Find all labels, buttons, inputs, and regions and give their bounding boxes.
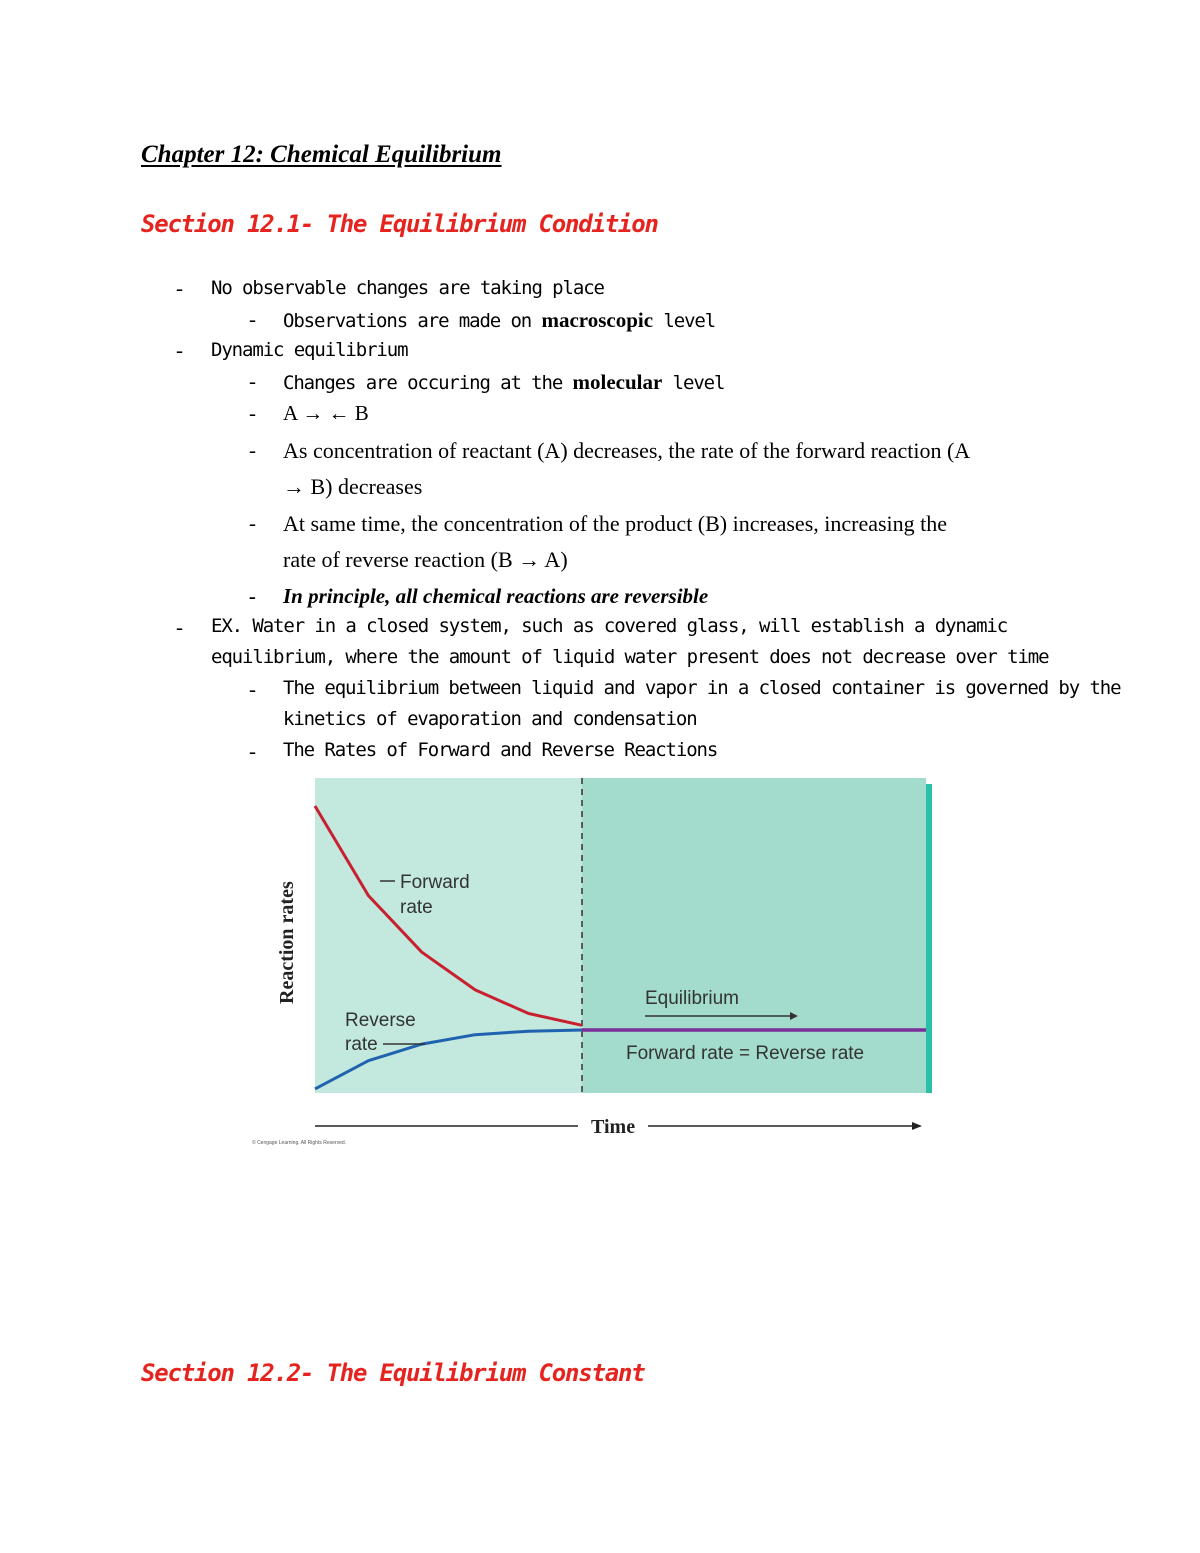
bullet-dash: - <box>249 511 256 535</box>
x-axis-label: Time <box>591 1116 636 1138</box>
bullet-liquid-vapor-line1: The equilibrium between liquid and vapor in a closed container is governed by the <box>283 677 1121 699</box>
bullet-text: Changes are occuring at the <box>283 372 573 394</box>
bullet-dash: - <box>249 307 256 331</box>
forward-rate-label: rate <box>400 897 433 918</box>
bullet-liquid-vapor-line2: kinetics of evaporation and condensation <box>283 708 697 730</box>
bullet-product-increases-line2: rate of reverse reaction (B → A) <box>283 547 568 572</box>
reaction-rates-figure <box>250 768 940 1148</box>
forward-rate-label: Forward <box>400 872 470 893</box>
equilibrium-label: Equilibrium <box>645 988 739 1009</box>
y-axis-label: Reaction rates <box>276 881 298 1004</box>
bullet-dash: - <box>249 584 256 608</box>
bullet-dash: - <box>176 276 183 300</box>
section-heading-12-2: Section 12.2- The Equilibrium Constant <box>141 1359 645 1387</box>
bullet-dash: - <box>249 369 256 393</box>
time-axis-arrow-head <box>912 1122 922 1130</box>
bullet-dynamic-equilibrium: Dynamic equilibrium <box>211 339 408 361</box>
bullet-dash: - <box>176 338 183 362</box>
bullet-a-to-b: A → ← B <box>283 401 369 425</box>
bullet-all-reversible: In principle, all chemical reactions are reversible <box>283 584 709 608</box>
bullet-dash: - <box>249 677 256 701</box>
bullet-reactant-decreases-line1: As concentration of reactant (A) decreases, the rate of the forward reaction (A <box>283 438 971 463</box>
panel-edge <box>926 784 932 1093</box>
reverse-rate-label: Reverse <box>345 1010 416 1031</box>
bullet-rates-caption: The Rates of Forward and Reverse Reactions <box>283 739 718 761</box>
document-title: Chapter 12: Chemical Equilibrium <box>141 141 502 168</box>
bullet-dash: - <box>249 438 256 462</box>
bullet-reactant-decreases-line2: → B) decreases <box>283 474 423 499</box>
bullet-dash: - <box>249 401 256 425</box>
reverse-rate-label: rate <box>345 1034 378 1055</box>
bullet-text: level <box>653 310 716 332</box>
equality-label: Forward rate = Reverse rate <box>626 1043 865 1064</box>
bullet-no-observable-changes: No observable changes are taking place <box>211 277 604 299</box>
bold-term: molecular <box>572 370 663 394</box>
bullet-text: level <box>662 372 725 394</box>
bold-term: macroscopic <box>541 308 654 332</box>
bullet-dash: - <box>249 739 256 763</box>
bullet-molecular <box>283 372 724 393</box>
reaction-rates-chart <box>250 768 940 1148</box>
section-heading-12-1: Section 12.1- The Equilibrium Condition <box>141 210 658 238</box>
bullet-product-increases-line1: At same time, the concentration of the product (B) increases, increasing the <box>283 511 948 536</box>
bullet-example-water-line1: EX. Water in a closed system, such as covered glass, will establish a dynamic <box>211 615 1008 637</box>
copyright-note: © Cengage Learning. All Rights Reserved. <box>252 1140 347 1146</box>
bullet-macroscopic <box>283 310 715 331</box>
bullet-dash: - <box>176 615 183 639</box>
bullet-example-water-line2: equilibrium, where the amount of liquid water present does not decrease over time <box>211 646 1049 668</box>
bullet-text: Observations are made on <box>283 310 542 332</box>
